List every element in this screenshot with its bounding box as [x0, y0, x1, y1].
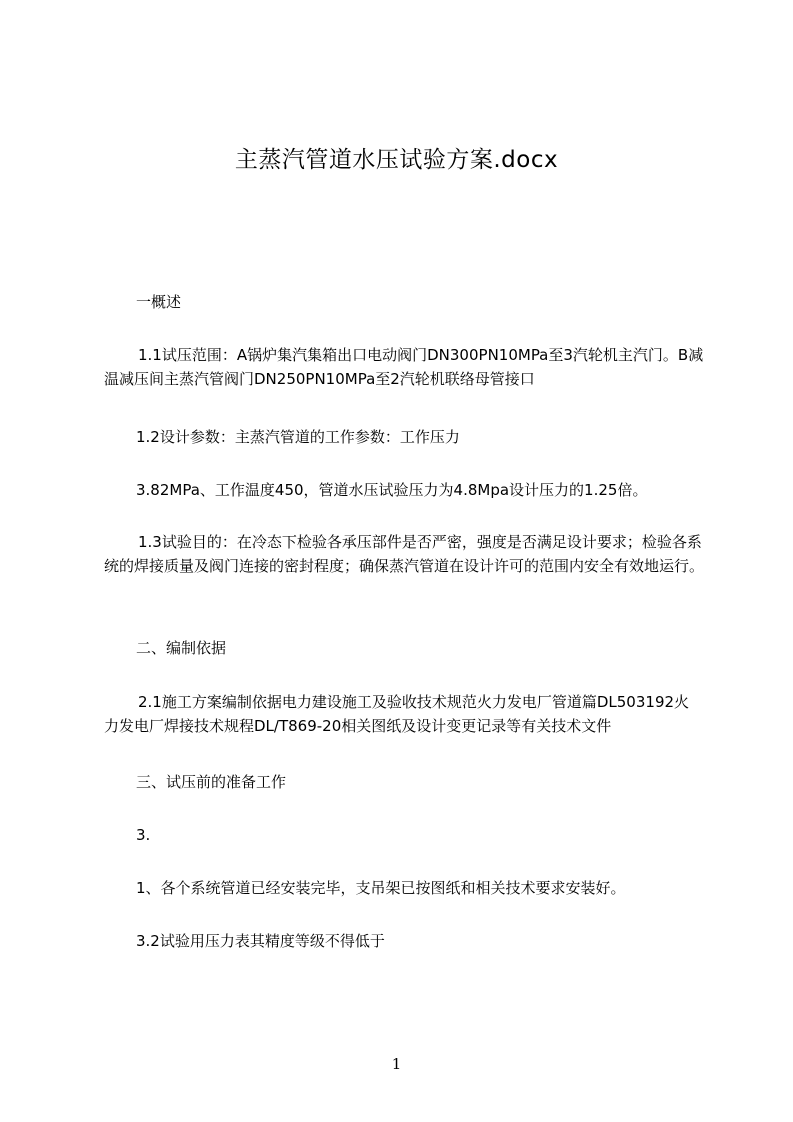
page-number: 1	[391, 1055, 402, 1073]
paragraph-section-3: 3.	[136, 826, 151, 844]
paragraph-pressure-gauge: 3.2试验用压力表其精度等级不得低于	[136, 932, 385, 950]
paragraph-design-params: 1.2设计参数：主蒸汽管道的工作参数：工作压力	[136, 428, 460, 446]
paragraph-piping-installed: 1、各个系统管道已经安装完毕，支吊架已按图纸和相关技术要求安装好。	[136, 879, 626, 897]
document-title: 主蒸汽管道水压试验方案.docx	[234, 147, 559, 173]
paragraph-test-purpose: 1.3试验目的：在冷态下检验各承压部件是否严密，强度是否满足设计要求；检验各系统的焊接质量及阀门连接的密封程度；确保蒸汽管道在设计许可的范围内安全有效地运行。	[104, 533, 705, 575]
paragraph-basis-detail: 2.1施工方案编制依据电力建设施工及验收技术规范火力发电厂管道篇DL503192火力发电厂焊接技术规程DL/T869-20相关图纸及设计变更记录等有关技术文件	[104, 693, 690, 735]
heading-overview: 一概述	[136, 293, 182, 311]
paragraph-working-temp: 3.82MPa、工作温度450，管道水压试验压力为4.8Mpa设计压力的1.25倍。	[136, 481, 648, 499]
paragraph-test-scope: 1.1试压范围：A锅炉集汽集箱出口电动阀门DN300PN10MPa至3汽轮机主汽门。B减温减压间主蒸汽管阀门DN250PN10MPa至2汽轮机联络母管接口	[104, 346, 704, 388]
heading-preparation: 三、试压前的准备工作	[136, 773, 287, 791]
heading-basis: 二、编制依据	[136, 639, 227, 657]
